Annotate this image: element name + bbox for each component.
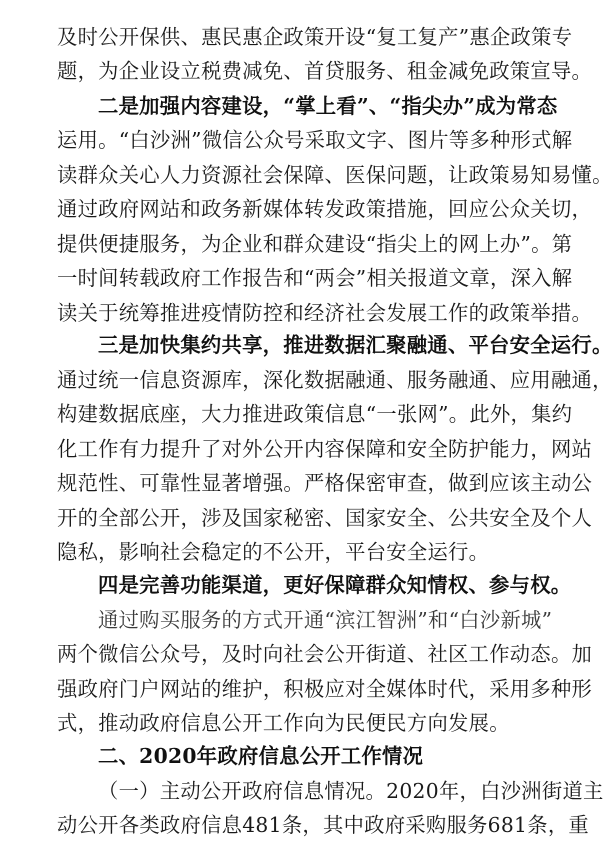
paragraph-line: 构建数据底座，大力推进政策信息“一张网”。此外，集约 — [57, 402, 573, 426]
paragraph-line: 开的全部公开，涉及国家秘密、国家安全、公共安全及个人 — [57, 506, 593, 530]
paragraph-line: 规范性、可靠性显著增强。严格保密审查，做到应该主动公 — [57, 471, 593, 495]
paragraph-line: 强政府门户网站的维护，积极应对全媒体时代，采用多种形 — [57, 677, 593, 701]
paragraph-line: 及时公开保供、惠民惠企政策开设“复工复产”惠企政策专 — [57, 25, 573, 49]
chapter-heading-2020-work: 二、2020年政府信息公开工作情况 — [98, 744, 424, 768]
paragraph-line: 化工作有力提升了对外公开内容保障和安全防护能力，网站 — [57, 437, 593, 461]
paragraph-line: 一时间转载政府工作报告和“两会”相关报道文章，深入解 — [57, 266, 573, 290]
paragraph-line: 运用。“白沙洲”微信公众号采取文字、图片等多种形式解 — [57, 128, 573, 152]
paragraph-line: 通过政府网站和政务新媒体转发政策措施，回应公众关切， — [57, 197, 593, 221]
section-heading-channels: 四是完善功能渠道，更好保障群众知情权、参与权。 — [98, 573, 572, 597]
paragraph-line: 读关于统筹推进疫情防控和经济社会发展工作的政策举措。 — [57, 301, 593, 325]
paragraph-line: 提供便捷服务，为企业和群众建设“指尖上的网上办”。第 — [57, 232, 573, 256]
section-heading-content-building: 二是加强内容建设，“掌上看”、“指尖办”成为常态 — [98, 94, 558, 118]
paragraph-line: 读群众关心人力资源社会保障、医保问题，让政策易知易懂。 — [57, 163, 613, 187]
paragraph-line: 式，推动政府信息公开工作向为民便民方向发展。 — [57, 711, 510, 735]
paragraph-line: 通过统一信息资源库，深化数据融通、服务融通、应用融通， — [57, 368, 613, 392]
section-heading-data-sharing: 三是加快集约共享，推进数据汇聚融通、平台安全运行。 — [98, 333, 613, 357]
paragraph-line: 动公开各类政府信息481条，其中政府采购服务681条，重 — [57, 813, 590, 837]
paragraph-line: 隐私，影响社会稳定的不公开，平台安全运行。 — [57, 540, 490, 564]
paragraph-line: 通过购买服务的方式开通“滨江智洲”和“白沙新城” — [98, 608, 553, 632]
paragraph-line: （一）主动公开政府信息情况。2020年，白沙洲街道主 — [98, 779, 604, 803]
paragraph-line: 题，为企业设立税费减免、首贷服务、租金减免政策宣导。 — [57, 59, 593, 83]
paragraph-line: 两个微信公众号，及时向社会公开街道、社区工作动态。加 — [57, 642, 593, 666]
